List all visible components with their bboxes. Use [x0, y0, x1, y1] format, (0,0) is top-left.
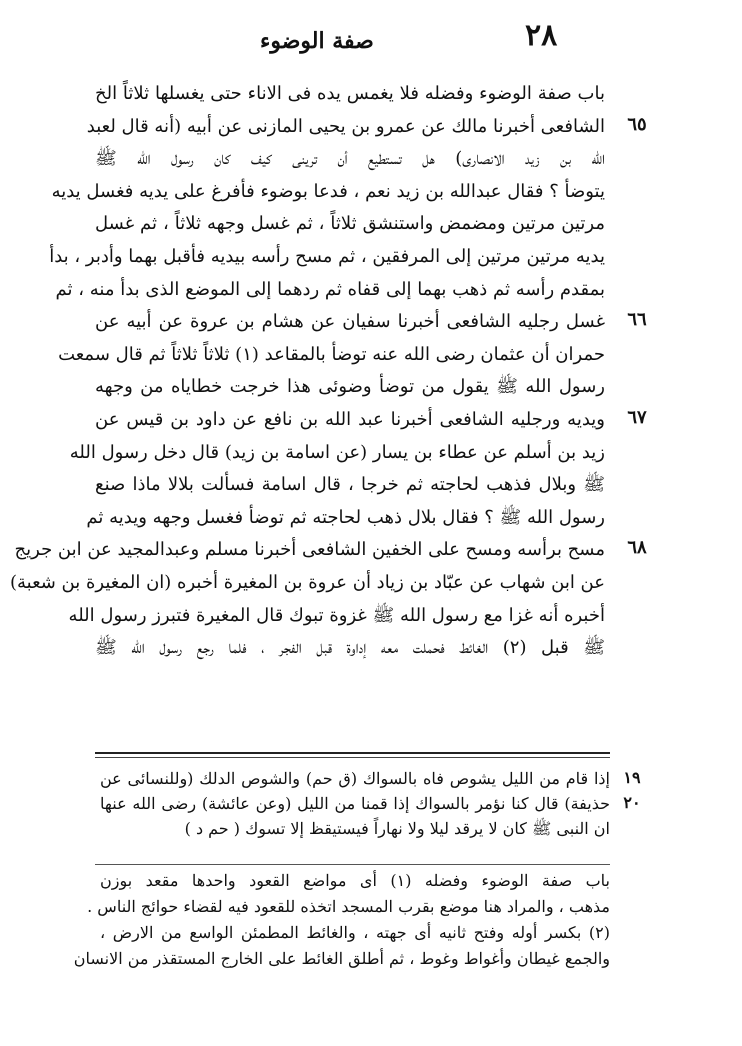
text-line: رسول الله ﷺ يقول من توضأ وضوئى هذا خرجت خطاياه من وجهه — [95, 376, 605, 398]
text-line: باب صفة الوضوء وفضله فلا يغمس يده فى الاناء حتى يغسلها ثلاثاً الخ — [95, 83, 605, 104]
text-line: أخبره أنه غزا مع رسول الله ﷺ غزوة تبوك قال المغيرة فتبرز رسول الله — [68, 604, 605, 626]
hadith-number: ٦٧ — [627, 407, 647, 428]
text-line: الله بن زيد الانصارى) هل تستطيع أن ترينى كيف كان رسول الله ﷺ — [95, 148, 605, 170]
text-line: الشافعى أخبرنا مالك عن عمرو بن يحيى المازنى عن أبيه (أنه قال لعبد — [86, 115, 605, 137]
footnote-line: ان النبى ﷺ كان لا يرقد ليلا ولا نهاراً فيستيقظ إلا تسوك ( حم د ) — [184, 819, 610, 838]
footnote-number: ١٩ — [623, 768, 641, 787]
text-divider-secondary — [95, 757, 610, 758]
note-line: والجمع غيطان وأغواط وغوط ، ثم أطلق الغائط على الخارج المستقذر من الانسان — [73, 949, 610, 968]
text-line: مسح برأسه ومسح على الخفين الشافعى أخبرنا مسلم وعبدالمجيد عن ابن جريج — [14, 539, 605, 561]
main-text — [9, 78, 605, 665]
footnote-line: حذيفة) قال كنا نؤمر بالسواك إذا قمنا من الليل (وعن عائشة) رضى الله عنها — [100, 794, 611, 813]
text-line: عن ابن شهاب عن عبّاد بن زياد أن عروة بن المغيرة أخبره (ان المغيرة بن شعبة) — [9, 571, 605, 593]
text-line: ﷺ وبلال فذهب لحاجته ثم خرجا ، قال اسامة فسألت بلالا ماذا صنع — [95, 474, 605, 496]
text-divider — [95, 752, 610, 754]
page-number: ٢٨ — [525, 18, 558, 53]
footnote-line: إذا قام من الليل يشوص فاه بالسواك (ق حم) والشوص الدلك (وللنسائى عن — [100, 769, 610, 788]
page-header — [200, 18, 580, 66]
note-line: باب صفة الوضوء وفضله (١) أى مواضع القعود واحدها مقعد بوزن — [100, 871, 610, 890]
running-title: صفة الوضوء — [260, 28, 374, 54]
text-line: مرتين مرتين ومضمض واستنشق ثلاثاً ، ثم غسل وجهه ثلاثاً ، ثم غسل — [95, 213, 605, 235]
text-line: ويديه ورجليه الشافعى أخبرنا عبد الله بن نافع عن داود بن قيس عن — [95, 408, 605, 430]
footnote-number: ٢٠ — [623, 793, 641, 812]
hadith-number: ٦٦ — [627, 309, 647, 331]
text-line: رسول الله ﷺ ؟ فقال بلال ذهب لحاجته ثم توضأ فغسل وجهه ويديه ثم — [86, 506, 605, 528]
text-line: بمقدم رأسه ثم ذهب بهما إلى قفاه ثم ردهما إلى الموضع الذى بدأ منه ، ثم — [55, 278, 605, 300]
text-line: يتوضأ ؟ فقال عبدالله بن زيد نعم ، فدعا بوضوء فأفرغ على يديه فغسل يديه — [51, 180, 605, 202]
hadith-number: ٦٨ — [627, 537, 647, 559]
text-line: حمران أن عثمان رضى الله عنه توضأ بالمقاعد (١) ثلاثاً ثلاثاً ثم قال سمعت — [58, 343, 605, 365]
notes-divider — [95, 864, 610, 865]
hadith-number: ٦٥ — [627, 113, 647, 135]
explanatory-notes — [73, 868, 610, 972]
hadith-continuation-notes — [100, 766, 610, 841]
text-line: ﷺ قبل (٢) الغائط فحملت معه إداوة قبل الفجر ، فلما رجع رسول الله ﷺ — [95, 637, 605, 659]
text-line: غسل رجليه الشافعى أخبرنا سفيان عن هشام بن عروة عن أبيه عن — [95, 311, 605, 333]
text-line: زيد بن أسلم عن عطاء بن يسار (عن اسامة بن زيد) قال دخل رسول الله — [69, 441, 605, 463]
note-line: (٢) بكسر أوله وفتح ثانيه أى جهته ، والغائط المطمئن الواسع من الارض ، — [100, 923, 610, 942]
note-line: مذهب ، والمراد هنا موضع بقرب المسجد اتخذه للقعود فيه لقضاء حوائج الناس . — [87, 897, 610, 916]
text-line: يديه مرتين مرتين إلى المرفقين ، ثم مسح رأسه بيديه فأقبل بهما وأدبر ، بدأ — [49, 245, 605, 267]
